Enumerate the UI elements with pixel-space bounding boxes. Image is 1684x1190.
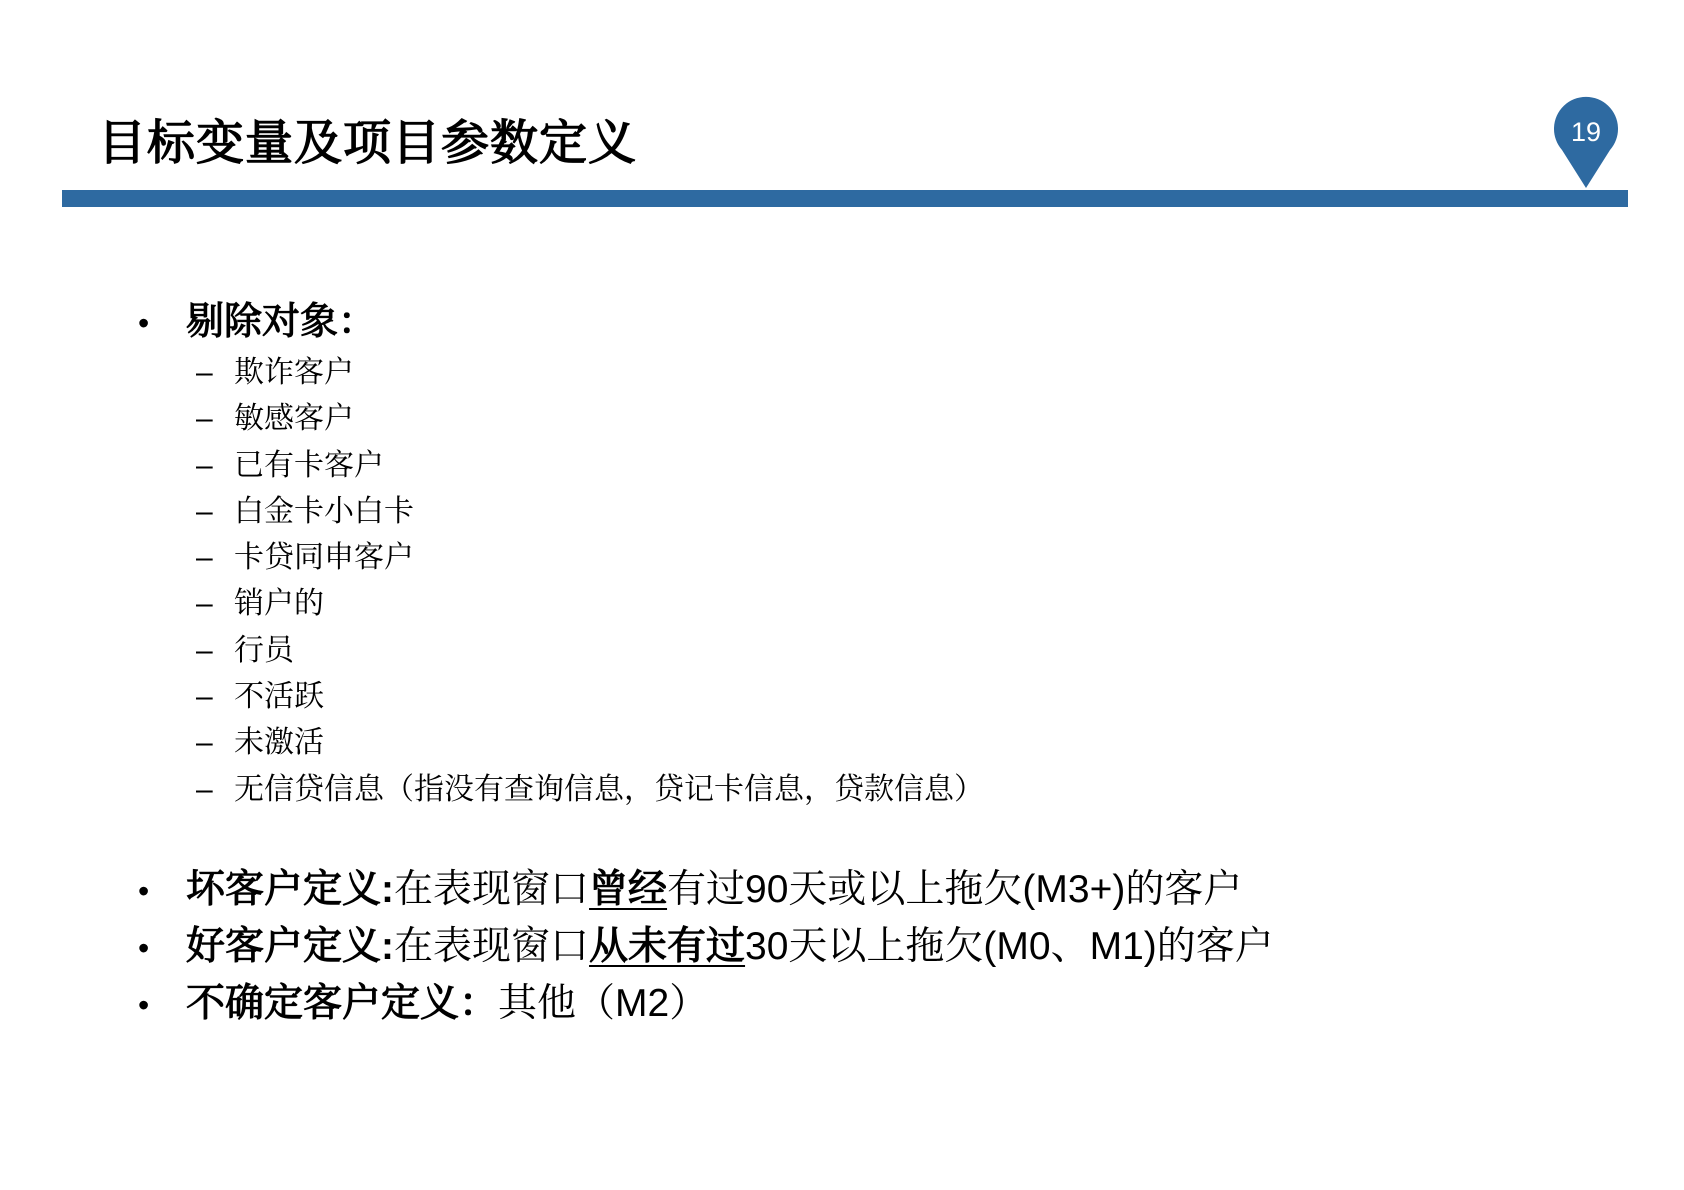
dash-icon: – [196, 772, 213, 806]
list-item [196, 443, 984, 489]
list-item [196, 767, 984, 813]
dash-icon: – [196, 356, 213, 389]
definition-emphasis: 曾经 [589, 868, 668, 911]
dash-icon: – [196, 541, 213, 575]
list-item [196, 489, 984, 535]
definition-emphasis: 从未有过 [589, 925, 746, 968]
uncertain-customer-definition [136, 975, 1274, 1032]
list-item-text: 欺诈客户 [234, 356, 354, 389]
definition-text: 在表现窗口 [394, 868, 590, 911]
page-number: 19 [1570, 117, 1602, 147]
dash-icon: – [196, 448, 213, 482]
dash-icon: – [196, 680, 213, 714]
list-item [196, 628, 984, 674]
definition-separator: : [381, 868, 395, 911]
dash-icon: – [196, 633, 213, 667]
list-item-text: 未激活 [234, 726, 324, 760]
list-item-text: 卡贷同申客户 [234, 541, 414, 575]
list-item-text: 无信贷信息（指没有查询信息，贷记卡信息，贷款信息） [234, 772, 984, 806]
list-item-text: 敏感客户 [234, 402, 354, 436]
definition-text: 其他（M2） [498, 982, 709, 1025]
page-title: 目标变量及项目参数定义 [98, 117, 638, 170]
definition-text: 有过90天或以上拖欠(M3+)的客户 [667, 868, 1243, 911]
list-item-text: 白金卡小白卡 [234, 494, 414, 528]
bullet-icon: • [138, 305, 150, 341]
list-item [196, 674, 984, 720]
exclusions-heading-label: 剔除对象： [186, 301, 377, 343]
dash-icon: – [196, 494, 213, 528]
list-item-text: 不活跃 [234, 680, 324, 714]
list-item [196, 720, 984, 766]
exclusion-list [196, 350, 984, 813]
list-item-text: 行员 [234, 633, 294, 667]
list-item [196, 535, 984, 581]
definition-label: 坏客户定义 [186, 868, 382, 911]
definition-label: 好客户定义 [186, 925, 382, 968]
definition-text: 在表现窗口 [394, 925, 590, 968]
dash-icon: – [196, 587, 213, 621]
definition-separator: : [381, 925, 395, 968]
bullet-icon: • [138, 873, 150, 909]
bad-customer-definition [136, 861, 1274, 918]
list-item [196, 581, 984, 627]
definition-list [136, 861, 1274, 1032]
list-item [196, 396, 984, 442]
definition-separator: ： [459, 982, 499, 1025]
definition-text: 30天以上拖欠(M0、M1)的客户 [745, 925, 1274, 968]
good-customer-definition [136, 918, 1274, 975]
bullet-icon: • [138, 930, 150, 966]
list-item [196, 350, 984, 396]
list-item-text: 销户的 [234, 587, 324, 621]
dash-icon: – [196, 726, 213, 760]
bullet-icon: • [138, 987, 150, 1023]
dash-icon: – [196, 402, 213, 436]
exclusions-heading [136, 297, 376, 348]
list-item-text: 已有卡客户 [234, 448, 384, 482]
definition-label: 不确定客户定义 [186, 982, 460, 1025]
header-divider [62, 190, 1628, 207]
